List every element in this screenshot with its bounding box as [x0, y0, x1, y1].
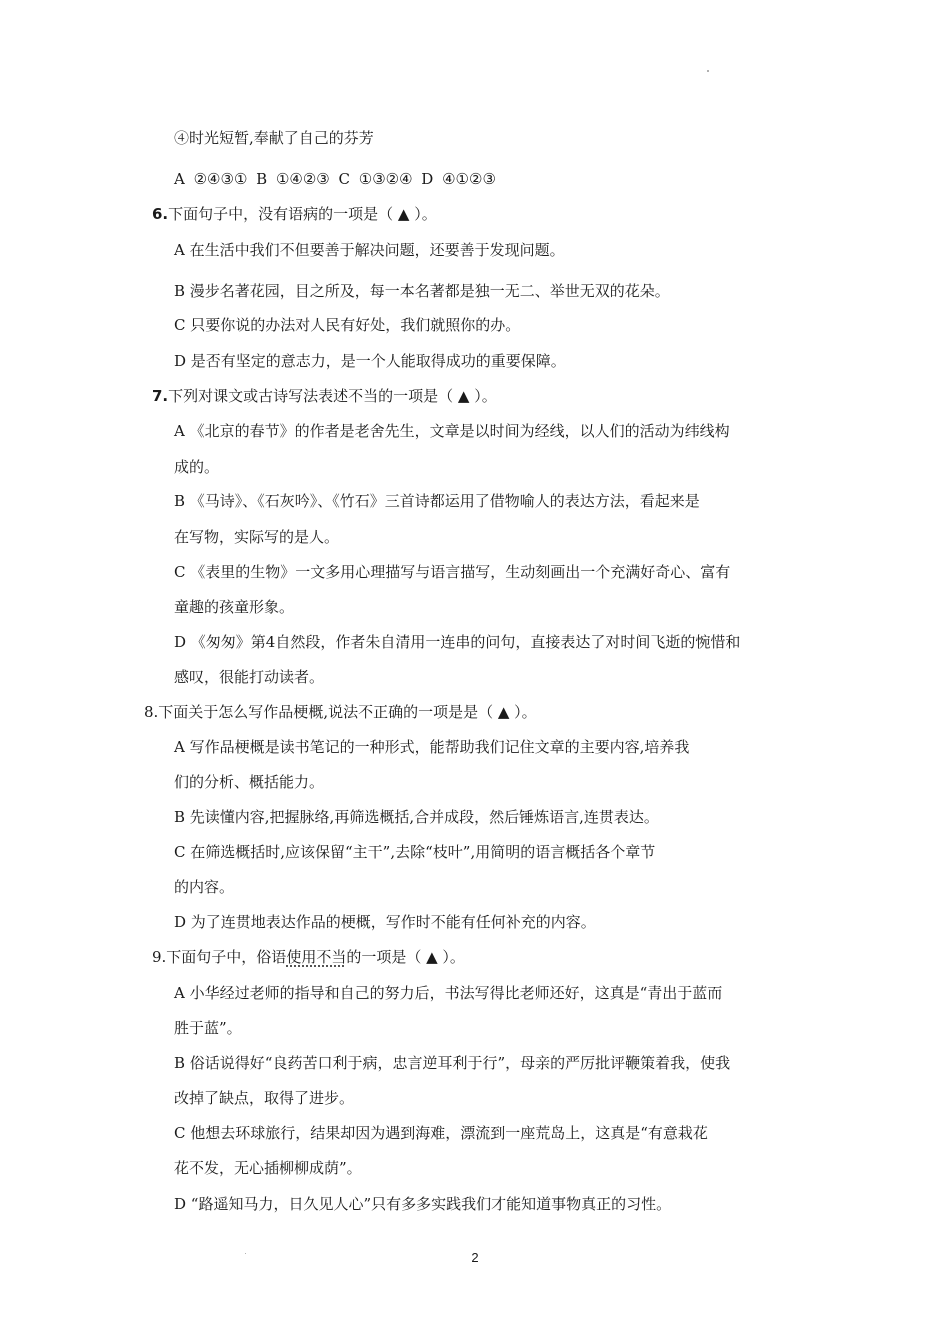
q9-option-b-line2: 改掉了缺点，取得了进步。 — [174, 1089, 355, 1107]
q6-stem — [152, 204, 437, 224]
q9-option-d: D “路遥知马力，日久见人心”只有多多实践我们才能知道事物真正的习性。 — [174, 1195, 672, 1213]
q9-option-b-line1: B 俗话说得好“良药苦口利于病，忠言逆耳利于行”，母亲的严厉批评鞭策着我，使我 — [174, 1054, 731, 1072]
scan-speck — [707, 70, 709, 72]
q6-option-a: A 在生活中我们不但要善于解决问题，还要善于发现问题。 — [174, 241, 565, 259]
q6-option-c: C 只要你说的办法对人民有好处，我们就照你的办。 — [174, 316, 521, 334]
q7-stem — [152, 386, 497, 406]
q9-option-a-line2: 胜于蓝”。 — [174, 1019, 242, 1037]
q9-option-c-line1: C 他想去环球旅行，结果却因为遇到海难，漂流到一座荒岛上，这真是“有意栽花 — [174, 1124, 708, 1142]
q7-option-a-line2: 成的。 — [174, 458, 220, 476]
q8-option-a-line1: A 写作品梗概是读书笔记的一种形式，能帮助我们记住文章的主要内容,培养我 — [174, 738, 690, 756]
q9-stem-prefix: 9.下面句子中，俗语 — [152, 948, 287, 966]
q8-option-c-line1: C 在筛选概括时,应该保留“主干”,去除“枝叶”,用简明的语言概括各个章节 — [174, 843, 656, 861]
q7-stem-text: 下列对课文或古诗写法表述不当的一项是（ ▲ ）。 — [168, 387, 497, 405]
q5-item-4: ④时光短暂,奉献了自己的芬芳 — [174, 129, 374, 147]
q7-option-c-line1: C 《表里的生物》一文多用心理描写与语言描写，生动刻画出一个充满好奇心、富有 — [174, 563, 731, 581]
q9-option-a-line1: A 小华经过老师的指导和自己的努力后，书法写得比老师还好，这真是“青出于蓝而 — [174, 984, 723, 1002]
page-number: 2 — [471, 1250, 479, 1265]
q9-option-c-line2: 花不发，无心插柳柳成荫”。 — [174, 1159, 362, 1177]
q5-options: A ②④③① B ①④②③ C ①③②④ D ④①②③ — [174, 170, 496, 188]
q7-option-a-line1: A 《北京的春节》的作者是老舍先生，文章是以时间为经线，以人们的活动为纬线构 — [174, 422, 730, 440]
q9-stem-emphasis: 使用不当 — [286, 948, 347, 966]
q8-option-d: D 为了连贯地表达作品的梗概，写作时不能有任何补充的内容。 — [174, 913, 596, 931]
q6-option-d: D 是否有坚定的意志力，是一个人能取得成功的重要保障。 — [174, 352, 566, 370]
q7-option-c-line2: 童趣的孩童形象。 — [174, 598, 295, 616]
q9-stem-suffix: 的一项是（ ▲ ）。 — [346, 948, 465, 966]
q6-number: 6. — [152, 205, 169, 223]
q8-stem: 8.下面关于怎么写作品梗概,说法不正确的一项是是（ ▲ ）。 — [144, 703, 537, 721]
q7-option-d-line2: 感叹，很能打动读者。 — [174, 668, 325, 686]
q9-stem — [152, 947, 465, 967]
q8-option-a-line2: 们的分析、概括能力。 — [174, 773, 325, 791]
q7-option-b-line2: 在写物，实际写的是人。 — [174, 528, 340, 546]
q8-option-c-line2: 的内容。 — [174, 878, 235, 896]
q7-option-d-line1: D 《匆匆》第4自然段，作者朱自清用一连串的问句，直接表达了对时间飞逝的惋惜和 — [174, 633, 741, 651]
q6-stem-text: 下面句子中，没有语病的一项是（ ▲ ）。 — [168, 205, 437, 223]
q8-option-b: B 先读懂内容,把握脉络,再筛选概括,合并成段，然后锤炼语言,连贯表达。 — [174, 808, 659, 826]
q7-option-b-line1: B 《马诗》、《石灰吟》、《竹石》三首诗都运用了借物喻人的表达方法，看起来是 — [174, 492, 700, 510]
q6-option-b: B 漫步名著花园，目之所及，每一本名著都是独一无二、举世无双的花朵。 — [174, 282, 670, 300]
q7-number: 7. — [152, 387, 169, 405]
